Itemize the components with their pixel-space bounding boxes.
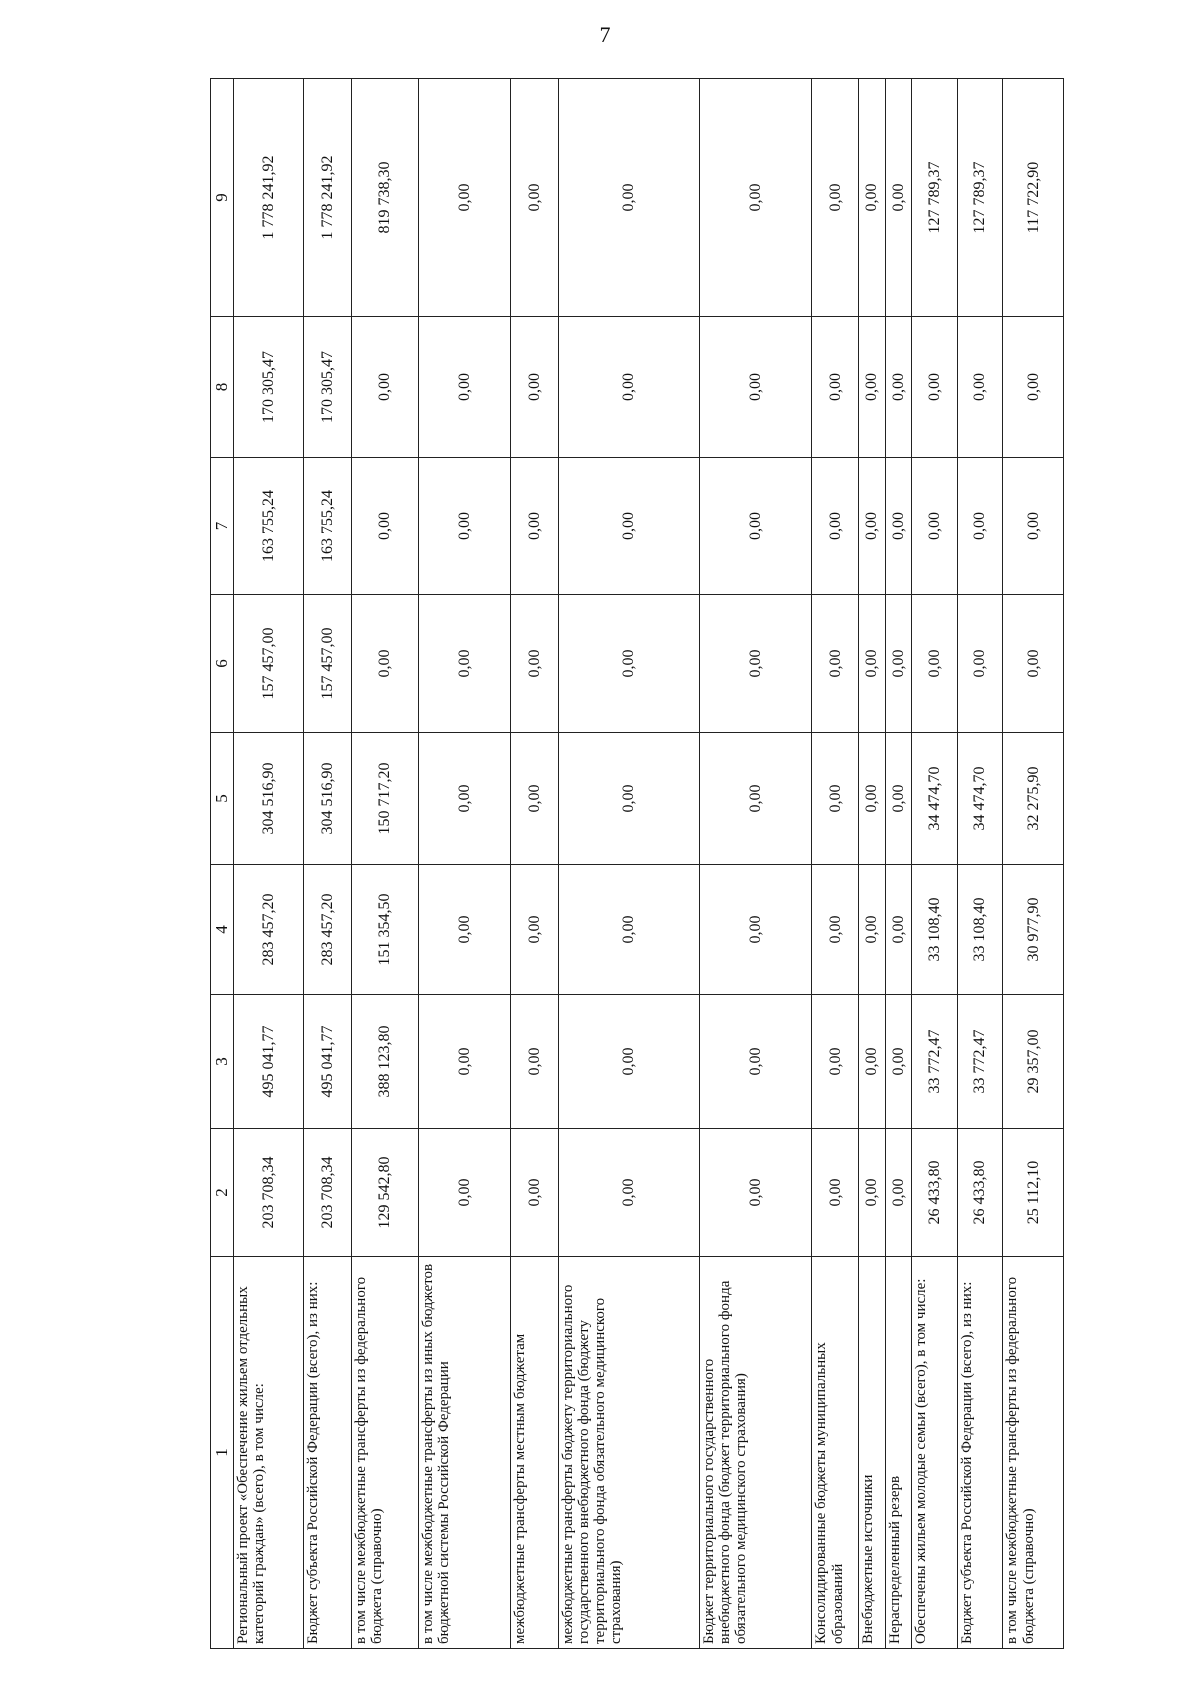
table-cell: 0,00 [957,458,1003,595]
table-cell: 0,00 [418,733,510,865]
table-cell: 0,00 [812,995,859,1129]
table-cell: 0,00 [351,317,418,458]
budget-table [210,78,1064,1649]
row-label: Бюджет субъекта Российской Федерации (всего), из них: [304,1257,352,1649]
table-cell: 0,00 [558,317,699,458]
table-cell: 0,00 [812,595,859,733]
table-cell: 0,00 [1003,595,1064,733]
column-header: 2 [211,1129,234,1257]
table-cell: 0,00 [510,595,558,733]
table-cell: 34 474,70 [957,733,1003,865]
row-label: Бюджет субъекта Российской Федерации (всего), из них: [957,1257,1003,1649]
table-row [885,79,912,1649]
table-row [859,79,886,1649]
table-cell: 0,00 [699,458,812,595]
table-cell: 0,00 [558,1129,699,1257]
table-cell: 0,00 [558,733,699,865]
table-header-row [211,79,234,1649]
table-cell: 117 722,90 [1003,79,1064,317]
table-cell: 0,00 [558,595,699,733]
table-cell: 127 789,37 [957,79,1003,317]
table-cell: 0,00 [510,458,558,595]
table-cell: 0,00 [351,595,418,733]
table-cell: 0,00 [510,79,558,317]
table-cell: 0,00 [885,1129,912,1257]
table-cell: 25 112,10 [1003,1129,1064,1257]
table-row [812,79,859,1649]
table-cell: 0,00 [885,995,912,1129]
column-header: 7 [211,458,234,595]
table-row [912,79,958,1649]
row-label: в том числе межбюджетные трансферты из федерального бюджета (справочно) [351,1257,418,1649]
table-cell: 151 354,50 [351,865,418,995]
table-cell: 1 778 241,92 [234,79,304,317]
table-cell: 0,00 [418,317,510,458]
table-cell: 0,00 [418,595,510,733]
table-row [510,79,558,1649]
table-row [558,79,699,1649]
table-cell: 0,00 [699,595,812,733]
table-cell: 0,00 [885,458,912,595]
table-row [1003,79,1064,1649]
table-cell: 0,00 [418,1129,510,1257]
table-cell: 283 457,20 [234,865,304,995]
column-header: 1 [211,1257,234,1649]
table-cell: 33 772,47 [912,995,958,1129]
table-cell: 0,00 [957,595,1003,733]
table-cell: 0,00 [1003,458,1064,595]
table-cell: 0,00 [510,865,558,995]
table-cell: 26 433,80 [957,1129,1003,1257]
table-cell: 0,00 [418,865,510,995]
table-cell: 0,00 [558,79,699,317]
table-cell: 127 789,37 [912,79,958,317]
row-label: Региональный проект «Обеспечение жильем отдельных категорий граждан» (всего), в том числе: [234,1257,304,1649]
row-label: в том числе межбюджетные трансферты из иных бюджетов бюджетной системы Российской Федерации [418,1257,510,1649]
table-cell: 163 755,24 [304,458,352,595]
table-row [699,79,812,1649]
table-cell: 0,00 [859,458,886,595]
table-cell: 34 474,70 [912,733,958,865]
table-cell: 0,00 [351,458,418,595]
table-cell: 0,00 [510,995,558,1129]
row-label: межбюджетные трансферты местным бюджетам [510,1257,558,1649]
table-cell: 0,00 [812,733,859,865]
table-cell: 495 041,77 [304,995,352,1129]
row-label: Нераспределенный резерв [885,1257,912,1649]
table-cell: 33 108,40 [957,865,1003,995]
table-cell: 0,00 [699,865,812,995]
table-cell: 1 778 241,92 [304,79,352,317]
table-cell: 0,00 [558,995,699,1129]
table-cell: 0,00 [699,1129,812,1257]
table-cell: 0,00 [859,995,886,1129]
table-cell: 29 357,00 [1003,995,1064,1129]
table-cell: 0,00 [699,995,812,1129]
table-cell: 26 433,80 [912,1129,958,1257]
table-cell: 30 977,90 [1003,865,1064,995]
row-label: Внебюджетные источники [859,1257,886,1649]
table-cell: 0,00 [510,1129,558,1257]
table-cell: 203 708,34 [234,1129,304,1257]
table-cell: 0,00 [699,79,812,317]
table-cell: 157 457,00 [234,595,304,733]
table-cell: 0,00 [885,317,912,458]
table-cell: 0,00 [418,79,510,317]
column-header: 6 [211,595,234,733]
table-body [234,79,1064,1649]
table-cell: 0,00 [558,865,699,995]
table-cell: 0,00 [812,79,859,317]
row-label: Бюджет территориального государственного внебюджетного фонда (бюджет территориального фонда обязательного медицинского страхования) [699,1257,812,1649]
table-row [418,79,510,1649]
table-cell: 0,00 [859,79,886,317]
table-cell: 0,00 [699,733,812,865]
row-label: Консолидированные бюджеты муниципальных образований [812,1257,859,1649]
table-cell: 0,00 [510,317,558,458]
table-cell: 0,00 [859,733,886,865]
table-cell: 157 457,00 [304,595,352,733]
table-cell: 0,00 [418,458,510,595]
page-number: 7 [599,22,611,47]
table-cell: 0,00 [812,1129,859,1257]
table-cell: 0,00 [510,733,558,865]
table-cell: 0,00 [859,1129,886,1257]
table-cell: 33 108,40 [912,865,958,995]
table-cell: 819 738,30 [351,79,418,317]
table-cell: 0,00 [957,317,1003,458]
table-row [304,79,352,1649]
table-cell: 0,00 [558,458,699,595]
table-row [957,79,1003,1649]
column-header: 5 [211,733,234,865]
table-cell: 0,00 [885,865,912,995]
table-cell: 388 123,80 [351,995,418,1129]
table-cell: 33 772,47 [957,995,1003,1129]
rotated-table-container [210,79,1064,1649]
table-cell: 203 708,34 [304,1129,352,1257]
table-cell: 0,00 [912,458,958,595]
table-cell: 0,00 [859,317,886,458]
table-cell: 0,00 [812,317,859,458]
row-label: в том числе межбюджетные трансферты из федерального бюджета (справочно) [1003,1257,1064,1649]
table-cell: 0,00 [812,865,859,995]
rotated-table-area [210,79,1064,1649]
table-cell: 170 305,47 [304,317,352,458]
table-cell: 0,00 [885,79,912,317]
column-header: 9 [211,79,234,317]
table-row [351,79,418,1649]
row-label: Обеспечены жильем молодые семьи (всего), в том числе: [912,1257,958,1649]
table-cell: 150 717,20 [351,733,418,865]
table-row [234,79,304,1649]
column-header: 4 [211,865,234,995]
table-cell: 163 755,24 [234,458,304,595]
table-cell: 495 041,77 [234,995,304,1129]
table-cell: 0,00 [1003,317,1064,458]
table-cell: 0,00 [859,865,886,995]
table-cell: 0,00 [699,317,812,458]
table-cell: 0,00 [418,995,510,1129]
table-cell: 129 542,80 [351,1129,418,1257]
table-cell: 0,00 [912,317,958,458]
table-cell: 0,00 [859,595,886,733]
table-cell: 0,00 [885,595,912,733]
table-cell: 304 516,90 [304,733,352,865]
table-cell: 170 305,47 [234,317,304,458]
table-cell: 32 275,90 [1003,733,1064,865]
table-cell: 0,00 [812,458,859,595]
table-cell: 304 516,90 [234,733,304,865]
column-header: 8 [211,317,234,458]
row-label: межбюджетные трансферты бюджету территориального государственного внебюджетного фонда (бюджету территориального фонда обязательного медицинского страхования) [558,1257,699,1649]
table-cell: 0,00 [885,733,912,865]
column-header: 3 [211,995,234,1129]
table-cell: 283 457,20 [304,865,352,995]
table-cell: 0,00 [912,595,958,733]
